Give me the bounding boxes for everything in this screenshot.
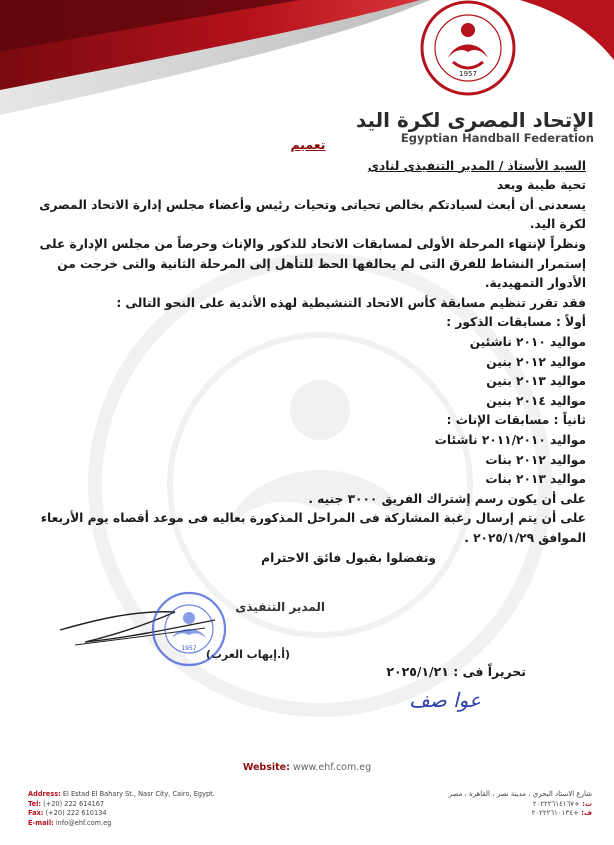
men-item: مواليد ٢٠١٢ بنين: [486, 354, 586, 369]
letter-decision: فقد تقرر تنظيم مسابقة كأس الاتحاد التنشيطية لهذه الأندية على النحو التالى :: [116, 295, 586, 310]
fax-arabic-value: +٢٠٢٢٢٦١٠١٣٤: [531, 809, 579, 818]
fax-arabic-label: ف:: [581, 809, 592, 818]
letter-paragraph-2: ونظراً لإنتهاء المرحلة الأولى لمسابقات الاتحاد للذكور والإناث وحرصاً من مجلس الإدارة على إستمرار النشاط للفرق التى لم يحالفها الحظ للتأهل إلى المرحلة الثانية والتى خرجت من الأدوار التمهيدية.: [39, 236, 586, 291]
issue-date: تحريراً فى : ٢٠٢٥/١/٢١: [386, 664, 526, 679]
address-label: Address:: [28, 790, 61, 798]
footer-contact-english: [28, 790, 215, 828]
address-arabic: شارع الاستاد البحري ، مدينة نصر ، القاهرة ، مصر: [448, 790, 592, 798]
website-label: Website:: [242, 762, 290, 773]
men-item: مواليد ٢٠١٣ بنين: [486, 374, 586, 389]
footer-website: [0, 762, 614, 773]
women-item: مواليد ٢٠١٢ بنات: [485, 452, 586, 467]
federation-logo: [408, 0, 528, 105]
men-item: مواليد ٢٠١٤ بنين: [486, 393, 586, 408]
letter-body: [30, 135, 586, 569]
letter-greeting: تحية طيبة وبعد: [496, 178, 586, 193]
fee-line: على أن يكون رسم إشتراك الفريق ٣٠٠٠ جنيه .: [308, 491, 586, 506]
deadline-line: على أن يتم إرسال رغبة المشاركة فى المراحل المذكورة بعاليه فى موعد أقصاه يوم الأربعاء الموافق ٢٠٢٥/١/٢٩ .: [40, 511, 586, 545]
closing-line: وتفضلوا بقبول فائق الاحترام: [261, 551, 436, 566]
tel-value: (+20) 222 614167: [43, 799, 105, 808]
letter-paragraph-1: يسعدنى أن أبعث لسيادتكم بخالص تحياتى وتحيات رئيس وأعضاء مجلس إدارة الاتحاد المصرى لكرة اليد.: [39, 197, 586, 232]
signatory-title: المدير التنفيذى: [235, 600, 325, 614]
letter-addressee: السيد الأستاذ / المدير التنفيذى لنادى: [367, 158, 586, 173]
email-value[interactable]: info@ehf.com.eg: [55, 818, 112, 827]
logo-year: 1957: [459, 70, 477, 78]
tel-arabic-label: ت:: [582, 799, 592, 808]
tel-arabic-value: +٢٠٢٢٢٦١٤١٦٧: [532, 799, 580, 808]
address-value: El Estad El Bahary St., Nasr City, Cairo, Egypt.: [62, 790, 215, 798]
fax-label: Fax:: [28, 809, 44, 818]
fax-value: (+20) 222 610134: [45, 809, 107, 818]
official-stamp: [150, 590, 228, 668]
women-heading: ثانياً : مسابقات الإناث :: [446, 413, 586, 428]
men-item: مواليد ٢٠١٠ ناشئين: [469, 334, 586, 349]
women-item: مواليد ٢٠١١/٢٠١٠ ناشئات: [434, 432, 586, 447]
men-heading: أولاً : مسابقات الذكور :: [446, 315, 586, 330]
handwritten-initials: عوا صف: [409, 688, 481, 712]
website-link[interactable]: www.ehf.com.eg: [292, 762, 372, 773]
letter-subject: تعميم: [290, 137, 326, 152]
tel-label: Tel:: [28, 799, 41, 808]
women-item: مواليد ٢٠١٣ بنات: [485, 472, 586, 487]
org-name-english: Egyptian Handball Federation: [400, 131, 594, 145]
footer-contact-arabic: [449, 790, 592, 819]
email-label: E-mail:: [28, 818, 54, 827]
org-name-arabic: الإتحاد المصرى لكرة اليد: [355, 108, 594, 132]
stamp-year: 1957: [181, 645, 197, 652]
signatory-name: (أ.إيهاب العرب): [205, 648, 290, 661]
